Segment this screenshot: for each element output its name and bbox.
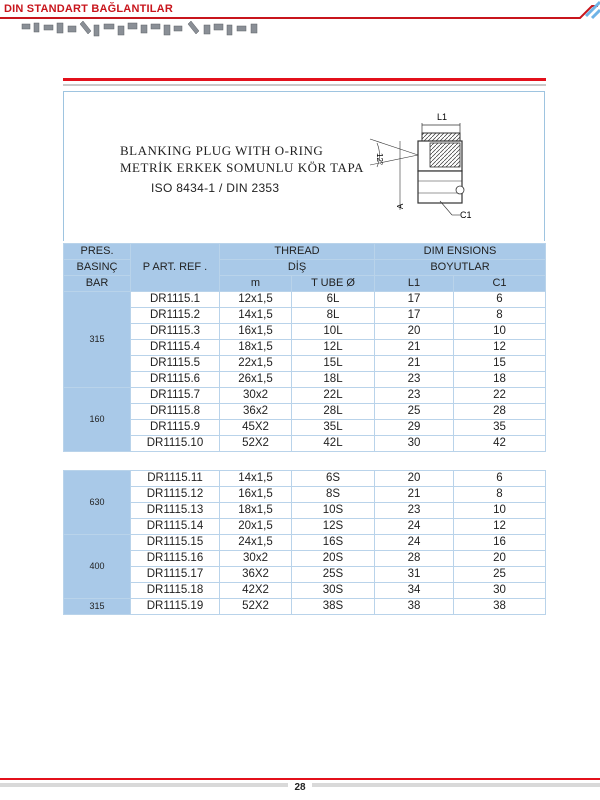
section-title: DIN STANDART BAĞLANTILAR bbox=[4, 3, 173, 15]
cell-m: 12x1,5 bbox=[220, 292, 292, 308]
table-row bbox=[64, 420, 546, 436]
cell-l1: 38 bbox=[375, 599, 454, 615]
cell-m: 52X2 bbox=[220, 599, 292, 615]
fittings-strip-image bbox=[20, 20, 270, 50]
header-bar: BAR bbox=[64, 276, 131, 292]
cell-ref: DR1115.1 bbox=[131, 292, 220, 308]
cell-ref: DR1115.10 bbox=[131, 436, 220, 452]
section-rule-gray bbox=[63, 84, 546, 86]
cell-ref: DR1115.9 bbox=[131, 420, 220, 436]
header-rule bbox=[0, 17, 540, 19]
cell-c1: 6 bbox=[454, 292, 546, 308]
cell-m: 20x1,5 bbox=[220, 519, 292, 535]
dim-label-angle: 12° bbox=[375, 153, 384, 166]
pressure-bar-cell: 315 bbox=[64, 292, 131, 388]
cell-l1: 31 bbox=[375, 567, 454, 583]
pressure-bar-cell: 400 bbox=[64, 535, 131, 599]
dim-label-a: A bbox=[396, 203, 405, 209]
cell-c1: 15 bbox=[454, 356, 546, 372]
cell-l1: 21 bbox=[375, 340, 454, 356]
cell-tube: 16S bbox=[292, 535, 375, 551]
header-boyutlar: BOYUTLAR bbox=[375, 260, 546, 276]
cell-c1: 6 bbox=[454, 471, 546, 487]
product-title-tr: METRİK ERKEK SOMUNLU KÖR TAPA bbox=[120, 160, 364, 175]
cell-l1: 29 bbox=[375, 420, 454, 436]
table-row bbox=[64, 519, 546, 535]
table-row bbox=[64, 487, 546, 503]
cell-tube: 28L bbox=[292, 404, 375, 420]
cell-m: 18x1,5 bbox=[220, 340, 292, 356]
cell-ref: DR1115.17 bbox=[131, 567, 220, 583]
cell-c1: 35 bbox=[454, 420, 546, 436]
header-m: m bbox=[220, 276, 292, 292]
table-row bbox=[64, 583, 546, 599]
cell-ref: DR1115.6 bbox=[131, 372, 220, 388]
cell-c1: 25 bbox=[454, 567, 546, 583]
cell-l1: 23 bbox=[375, 503, 454, 519]
technical-drawing bbox=[360, 105, 540, 230]
dim-label-c1: C1 bbox=[460, 210, 472, 220]
page-number: 28 bbox=[288, 781, 312, 795]
cell-tube: 10S bbox=[292, 503, 375, 519]
cell-m: 16x1,5 bbox=[220, 487, 292, 503]
cell-m: 18x1,5 bbox=[220, 503, 292, 519]
cell-tube: 8S bbox=[292, 487, 375, 503]
cell-c1: 8 bbox=[454, 308, 546, 324]
product-standard: ISO 8434-1 / DIN 2353 bbox=[151, 181, 280, 195]
cell-l1: 21 bbox=[375, 356, 454, 372]
cell-ref: DR1115.8 bbox=[131, 404, 220, 420]
cell-tube: 15L bbox=[292, 356, 375, 372]
cell-c1: 10 bbox=[454, 503, 546, 519]
cell-tube: 25S bbox=[292, 567, 375, 583]
cell-m: 30x2 bbox=[220, 388, 292, 404]
cell-ref: DR1115.3 bbox=[131, 324, 220, 340]
cell-c1: 22 bbox=[454, 388, 546, 404]
cell-ref: DR1115.15 bbox=[131, 535, 220, 551]
table-row bbox=[64, 535, 546, 551]
header-chevron-graphic bbox=[540, 0, 600, 20]
table-row bbox=[64, 388, 546, 404]
cell-ref: DR1115.11 bbox=[131, 471, 220, 487]
cell-l1: 17 bbox=[375, 308, 454, 324]
cell-ref: DR1115.14 bbox=[131, 519, 220, 535]
cell-m: 14x1,5 bbox=[220, 471, 292, 487]
cell-ref: DR1115.19 bbox=[131, 599, 220, 615]
cell-ref: DR1115.5 bbox=[131, 356, 220, 372]
table-row bbox=[64, 324, 546, 340]
cell-tube: 6S bbox=[292, 471, 375, 487]
cell-m: 22x1,5 bbox=[220, 356, 292, 372]
footer-rule-red bbox=[0, 778, 600, 780]
cell-tube: 35L bbox=[292, 420, 375, 436]
table-row bbox=[64, 372, 546, 388]
cell-tube: 6L bbox=[292, 292, 375, 308]
cell-m: 45X2 bbox=[220, 420, 292, 436]
cell-l1: 21 bbox=[375, 487, 454, 503]
table-row bbox=[64, 404, 546, 420]
cell-l1: 23 bbox=[375, 372, 454, 388]
cell-ref: DR1115.2 bbox=[131, 308, 220, 324]
cell-c1: 10 bbox=[454, 324, 546, 340]
spec-table-s-series bbox=[63, 470, 546, 615]
dim-label-l1: L1 bbox=[437, 112, 448, 122]
cell-ref: DR1115.18 bbox=[131, 583, 220, 599]
cell-tube: 8L bbox=[292, 308, 375, 324]
cell-c1: 42 bbox=[454, 436, 546, 452]
table-row bbox=[64, 340, 546, 356]
cell-c1: 30 bbox=[454, 583, 546, 599]
cell-tube: 22L bbox=[292, 388, 375, 404]
cell-c1: 20 bbox=[454, 551, 546, 567]
cell-c1: 18 bbox=[454, 372, 546, 388]
cell-tube: 20S bbox=[292, 551, 375, 567]
cell-tube: 18L bbox=[292, 372, 375, 388]
cell-m: 16x1,5 bbox=[220, 324, 292, 340]
cell-l1: 23 bbox=[375, 388, 454, 404]
cell-m: 30x2 bbox=[220, 551, 292, 567]
cell-ref: DR1115.4 bbox=[131, 340, 220, 356]
cell-c1: 16 bbox=[454, 535, 546, 551]
cell-tube: 12S bbox=[292, 519, 375, 535]
cell-l1: 24 bbox=[375, 535, 454, 551]
table-row bbox=[64, 292, 546, 308]
cell-m: 26x1,5 bbox=[220, 372, 292, 388]
cell-ref: DR1115.7 bbox=[131, 388, 220, 404]
header-tube: T UBE Ø bbox=[292, 276, 375, 292]
cell-ref: DR1115.13 bbox=[131, 503, 220, 519]
pressure-bar-cell: 630 bbox=[64, 471, 131, 535]
header-dis: DİŞ bbox=[220, 260, 375, 276]
cell-c1: 28 bbox=[454, 404, 546, 420]
cell-tube: 42L bbox=[292, 436, 375, 452]
header-l1: L1 bbox=[375, 276, 454, 292]
product-title-en: BLANKING PLUG WITH O-RING bbox=[120, 143, 324, 158]
cell-tube: 30S bbox=[292, 583, 375, 599]
cell-m: 36x2 bbox=[220, 404, 292, 420]
table-row bbox=[64, 567, 546, 583]
page-header bbox=[0, 0, 600, 20]
header-thread: THREAD bbox=[220, 244, 375, 260]
cell-tube: 38S bbox=[292, 599, 375, 615]
table-row bbox=[64, 503, 546, 519]
cell-l1: 30 bbox=[375, 436, 454, 452]
spec-table-l-series bbox=[63, 243, 546, 452]
header-part-ref: P ART. REF . bbox=[131, 244, 220, 292]
table-row bbox=[64, 436, 546, 452]
cell-c1: 12 bbox=[454, 519, 546, 535]
cell-m: 36X2 bbox=[220, 567, 292, 583]
cell-ref: DR1115.12 bbox=[131, 487, 220, 503]
cell-ref: DR1115.16 bbox=[131, 551, 220, 567]
cell-l1: 20 bbox=[375, 471, 454, 487]
section-rule-red bbox=[63, 78, 546, 81]
cell-m: 42X2 bbox=[220, 583, 292, 599]
cell-tube: 12L bbox=[292, 340, 375, 356]
cell-l1: 28 bbox=[375, 551, 454, 567]
pressure-bar-cell: 160 bbox=[64, 388, 131, 452]
cell-c1: 8 bbox=[454, 487, 546, 503]
pressure-bar-cell: 315 bbox=[64, 599, 131, 615]
cell-l1: 34 bbox=[375, 583, 454, 599]
table-row bbox=[64, 356, 546, 372]
cell-m: 52X2 bbox=[220, 436, 292, 452]
cell-l1: 24 bbox=[375, 519, 454, 535]
cell-c1: 38 bbox=[454, 599, 546, 615]
table-row bbox=[64, 599, 546, 615]
cell-tube: 10L bbox=[292, 324, 375, 340]
header-dimensions: DIM ENSIONS bbox=[375, 244, 546, 260]
cell-m: 24x1,5 bbox=[220, 535, 292, 551]
cell-l1: 25 bbox=[375, 404, 454, 420]
table-row bbox=[64, 471, 546, 487]
header-basinc: BASINÇ bbox=[64, 260, 131, 276]
header-pres: PRES. bbox=[64, 244, 131, 260]
table-row bbox=[64, 308, 546, 324]
cell-c1: 12 bbox=[454, 340, 546, 356]
cell-m: 14x1,5 bbox=[220, 308, 292, 324]
table-row bbox=[64, 551, 546, 567]
cell-l1: 20 bbox=[375, 324, 454, 340]
header-c1: C1 bbox=[454, 276, 546, 292]
cell-l1: 17 bbox=[375, 292, 454, 308]
